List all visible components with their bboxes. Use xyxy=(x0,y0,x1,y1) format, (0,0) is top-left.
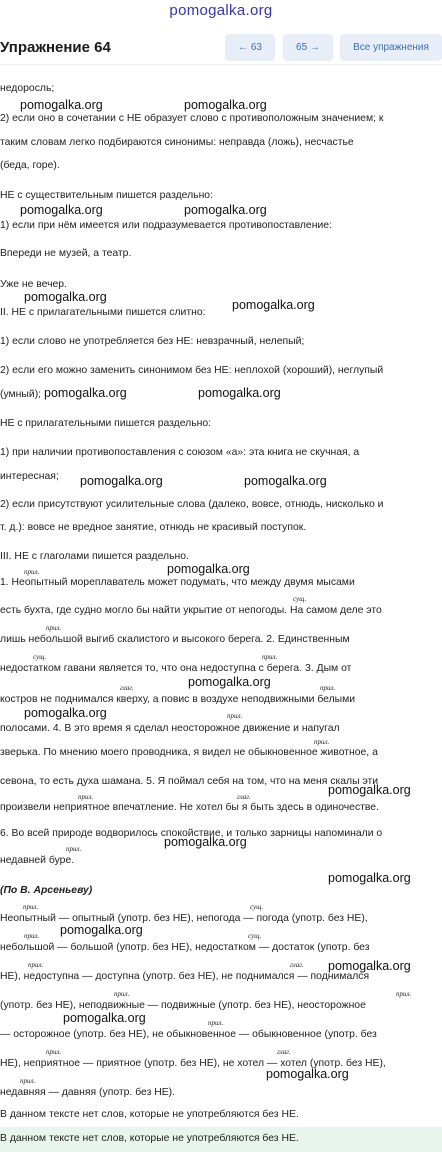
text-line: недавней буре. xyxy=(0,855,75,866)
pos-mark: глаг. xyxy=(237,793,251,801)
pos-mark: прил. xyxy=(46,624,62,632)
pos-mark: прил. xyxy=(227,712,243,720)
watermark: pomogalka.org xyxy=(188,675,271,689)
watermark: pomogalka.org xyxy=(80,474,163,488)
text-line: полосами. 4. В это время я сделал неосторожное движение и напугал xyxy=(0,723,340,734)
text-line: костров не поднимался кверху, а повис в воздухе неподвижными белыми xyxy=(0,694,356,705)
watermark: pomogalka.org xyxy=(44,386,127,400)
text-line: 2) если его можно заменить синонимом без НЕ: неплохой (хороший), неглупый xyxy=(0,365,384,376)
text-line: недоросль; xyxy=(0,83,55,94)
text-line: есть бухта, где судно могло бы найти укрытие от непогоды. На самом деле это xyxy=(0,605,382,616)
pos-mark: прил. xyxy=(23,903,39,911)
text-line: Впереди не музей, а театр. xyxy=(0,248,132,259)
pos-mark: прил. xyxy=(114,990,130,998)
pos-mark: прил. xyxy=(46,1048,62,1056)
pos-mark: прил. xyxy=(24,932,40,940)
pos-mark: глаг. xyxy=(277,1048,291,1056)
watermark: pomogalka.org xyxy=(198,386,281,400)
text-line: 2) если присутствуют усилительные слова (далеко, вовсе, отнюдь, нисколько и xyxy=(0,499,384,510)
text-line: недавняя — давняя (употр. без НЕ). xyxy=(0,1087,176,1098)
watermark: pomogalka.org xyxy=(266,1067,349,1081)
text-line: 1) если слово не употребляется без НЕ: невзрачный, нелепый; xyxy=(0,336,305,347)
text-line: зверька. По мнению моего проводника, я видел не обыкновенное животное, а xyxy=(0,747,378,758)
pos-mark: прил. xyxy=(314,738,330,746)
text-line: интересная; xyxy=(0,471,59,482)
text-line: небольшой — большой (употр. без НЕ), недостатком — достаток (употр. без xyxy=(0,942,370,953)
text-line: — осторожное (употр. без НЕ), не обыкновенное — обыкновенное (употр. без xyxy=(0,1029,377,1040)
pos-mark: прил. xyxy=(78,793,94,801)
text-line: 1) при наличии противопоставления с союзом «а»: эта книга не скучная, а xyxy=(0,447,360,458)
pos-mark: прил. xyxy=(20,1077,36,1085)
text-line: таким словам легко подбираются синонимы: неправда (ложь), несчастье xyxy=(0,137,354,148)
text-line: т. д.): вовсе не вредное занятие, отнюдь не красивый поступок. xyxy=(0,522,307,533)
text-line: 2) если оно в сочетании с НЕ образует слово с противоположным значением; к xyxy=(0,113,384,124)
watermark: pomogalka.org xyxy=(232,298,315,312)
text-line: В данном тексте нет слов, которые не употребляются без НЕ. xyxy=(0,1109,299,1120)
text-line: недостатком гавани является то, что она недоступна с берега. 3. Дым от xyxy=(0,663,352,674)
text-line: 1) если при нём имеется или подразумевается противопоставление: xyxy=(0,220,332,231)
pos-mark: прил. xyxy=(66,845,82,853)
text-line: НЕ с существительным пишется раздельно: xyxy=(0,190,213,201)
text-line: НЕ), неприятное — приятное (употр. без НЕ), не хотел — хотел (употр. без НЕ), xyxy=(0,1058,386,1069)
watermark: pomogalka.org xyxy=(164,835,247,849)
watermark: pomogalka.org xyxy=(60,923,143,937)
text-line: произвели неприятное впечатление. Не хотел бы я быть здесь в одиночестве. xyxy=(0,802,379,813)
text-line: Уже не вечер. xyxy=(0,279,67,290)
pos-mark: сущ. xyxy=(250,903,264,911)
text-line: севона, то есть духа шамана. 5. Я поймал себя на том, что на меня скалы эти xyxy=(0,776,379,787)
pos-mark: прил. xyxy=(320,684,336,692)
pos-mark: сущ. xyxy=(33,653,47,661)
watermark: pomogalka.org xyxy=(328,783,411,797)
site-link[interactable]: pomogalka.org xyxy=(169,2,273,19)
pos-mark: прил. xyxy=(396,990,412,998)
prev-exercise-button[interactable]: ← 63 xyxy=(225,34,275,61)
pos-mark: прил. xyxy=(262,653,278,661)
watermark: pomogalka.org xyxy=(184,98,267,112)
watermark: pomogalka.org xyxy=(244,474,327,488)
all-exercises-button[interactable]: Все упражнения xyxy=(340,34,442,61)
text-line: 6. Во всей природе водворилось спокойствие, и только зарницы напоминали о xyxy=(0,828,383,839)
text-line: 1. Неопытный мореплаватель может подумать, что между двумя мысами xyxy=(0,577,355,588)
text-line: II. НЕ с прилагательными пишется слитно: xyxy=(0,307,206,318)
pos-mark: сущ. xyxy=(248,932,262,940)
pos-mark: прил. xyxy=(208,1019,224,1027)
text-line: (умный); xyxy=(0,389,42,400)
pos-mark: сущ. xyxy=(293,595,307,603)
watermark: pomogalka.org xyxy=(24,290,107,304)
source-citation: (По В. Арсеньеву) xyxy=(0,885,93,896)
pos-mark: глаг. xyxy=(290,961,304,969)
watermark: pomogalka.org xyxy=(20,98,103,112)
next-exercise-button[interactable]: 65 → xyxy=(283,34,333,61)
page-title: Упражнение 64 xyxy=(0,39,111,56)
text-line: Неопытный — опытный (употр. без НЕ), непогода — погода (употр. без НЕ), xyxy=(0,913,368,924)
text-line: (употр. без НЕ), неподвижные — подвижные (употр. без НЕ), неосторожное xyxy=(0,1000,366,1011)
watermark: pomogalka.org xyxy=(167,562,250,576)
watermark: pomogalka.org xyxy=(63,1011,146,1025)
text-line: лишь небольшой выгиб скалистого и высокого берега. 2. Единственным xyxy=(0,634,350,645)
answer-summary-bar xyxy=(0,1127,442,1152)
watermark: pomogalka.org xyxy=(20,203,103,217)
text-line: III. НЕ с глаголами пишется раздельно. xyxy=(0,551,189,562)
watermark: pomogalka.org xyxy=(184,203,267,217)
text-line: НЕ), недоступна — доступна (употр. без НЕ), не поднимался — поднимался xyxy=(0,971,370,982)
text-line: НЕ с прилагательными пишется раздельно: xyxy=(0,418,212,429)
pos-mark: глаг. xyxy=(120,684,134,692)
text-line: (беда, горе). xyxy=(0,160,60,171)
watermark: pomogalka.org xyxy=(24,706,107,720)
watermark: pomogalka.org xyxy=(328,871,411,885)
watermark: pomogalka.org xyxy=(328,959,411,973)
answer-summary-text: В данном тексте нет слов, которые не употребляются без НЕ. xyxy=(0,1133,299,1144)
pos-mark: прил. xyxy=(24,568,40,576)
pos-mark: прил. xyxy=(28,961,44,969)
